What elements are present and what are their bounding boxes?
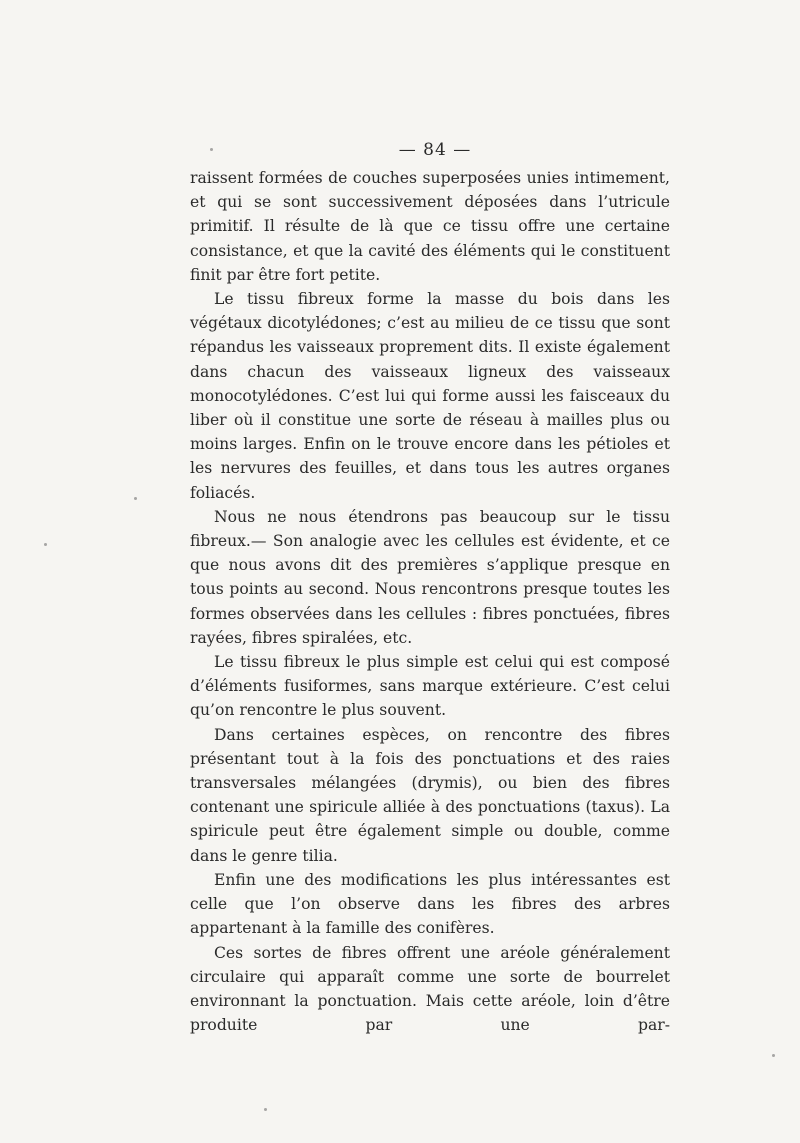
scan-speck bbox=[44, 543, 47, 546]
body-text bbox=[190, 166, 670, 1037]
scan-speck bbox=[772, 1054, 775, 1057]
scan-speck bbox=[134, 497, 137, 500]
scan-speck bbox=[210, 148, 213, 151]
paragraph-7: Ces sortes de fibres offrent une aréole généralement circulaire qui apparaît comme une sorte de bourrelet environnant la ponctuation. Mais cette aréole, loin d’être produite par une par- bbox=[190, 943, 670, 1035]
scan-speck bbox=[264, 1108, 267, 1111]
paragraph-3: Nous ne nous étendrons pas beaucoup sur le tissu fibreux.— Son analogie avec les cellules est évidente, et ce que nous avons dit des premières s’applique presque en tous points au second. Nous rencontrons presque toutes les formes observées dans les cellules : fibres ponctuées, fibres rayées, fibres spiralées, etc. bbox=[190, 507, 670, 647]
paragraph-6: Enfin une des modifications les plus intéressantes est celle que l’on observe dans les fibres des arbres appartenant à la famille des conifères. bbox=[190, 870, 670, 938]
paragraph-4: Le tissu fibreux le plus simple est celui qui est composé d’éléments fusiformes, sans marque extérieure. C’est celui qu’on rencontre le plus souvent. bbox=[190, 653, 670, 720]
paragraph-5: Dans certaines espèces, on rencontre des fibres présentant tout à la fois des ponctuations et des raies transversales mélangées (drymis), ou bien des fibres contenant une spiricule alliée à des ponctuations (taxus). La spiricule peut être également simple ou double, comme dans le genre tilia. bbox=[190, 725, 670, 865]
paragraph-2: Le tissu fibreux forme la masse du bois dans les végétaux dicotylédones; c’est au milieu de ce tissu que sont répandus les vaisseaux proprement dits. Il existe également dans chacun des vaisseaux ligneux des vaisseaux monocotylédones. C’est lui qui forme aussi les faisceaux du liber où il constitue une sorte de réseau à mailles plus ou moins larges. Enfin on le trouve encore dans les pétioles et les nervures des feuilles, et dans tous les autres organes foliacés. bbox=[190, 290, 670, 502]
page-number: — 84 — bbox=[398, 140, 472, 160]
paragraph-1: raissent formées de couches superposées unies intimement, et qui se sont successivement déposées dans l’utricule primitif. Il résulte de là que ce tissu offre une certaine consistance, et que la cavité des éléments qui le constituent finit par être fort petite. bbox=[190, 169, 670, 284]
